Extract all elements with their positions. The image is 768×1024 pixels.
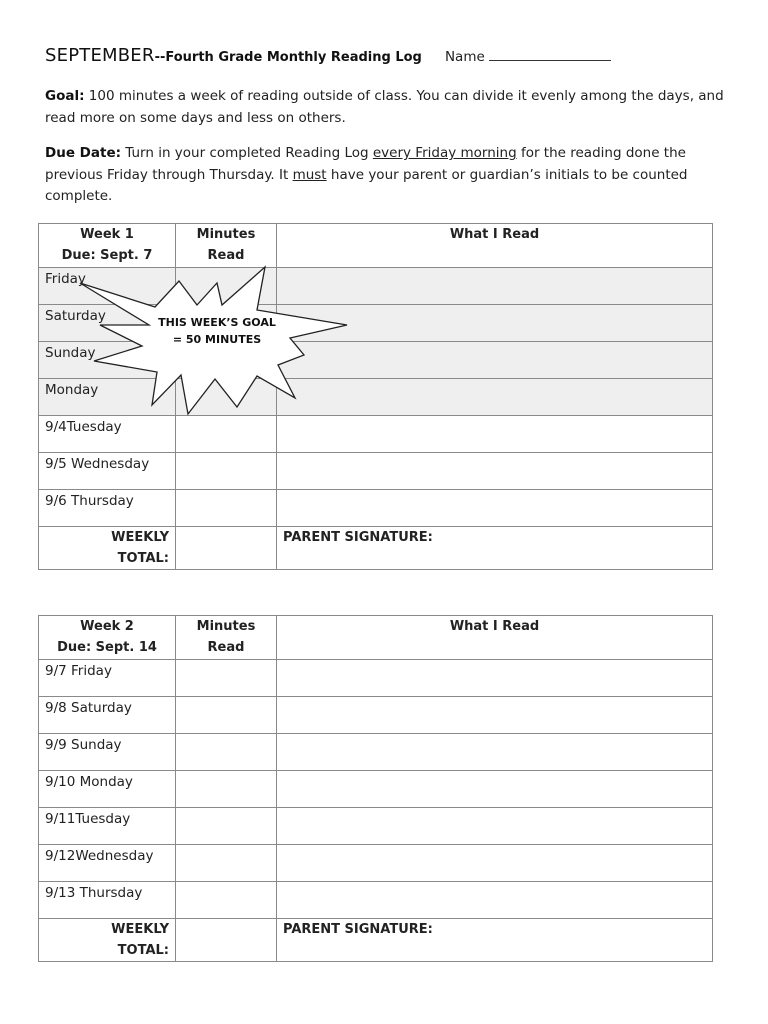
- table-row: [39, 697, 713, 734]
- page-title: [45, 45, 611, 66]
- minutes-header-line2: Read: [207, 248, 245, 263]
- due-text-3: have your parent or guardian’s initials to be counted complete.: [45, 166, 688, 204]
- weekly-total-line2: TOTAL:: [117, 551, 169, 566]
- what-read-cell[interactable]: [277, 808, 713, 845]
- minutes-header-line1: Minutes: [196, 227, 256, 242]
- minutes-cell[interactable]: [176, 808, 277, 845]
- weekly-total-cell[interactable]: [176, 919, 277, 962]
- what-header-cell: [277, 224, 713, 268]
- day-label: 9/4Tuesday: [39, 416, 176, 453]
- due-text-2: for the reading done the previous Friday through Thursday. It: [45, 145, 686, 183]
- goal-label: Goal:: [45, 88, 85, 104]
- starburst-line1: THIS WEEK’S GOAL: [158, 316, 276, 329]
- day-label: Monday: [39, 379, 176, 416]
- weekly-total-line1: WEEKLY: [111, 922, 169, 937]
- day-label: 9/9 Sunday: [39, 734, 176, 771]
- day-label: 9/5 Wednesday: [39, 453, 176, 490]
- minutes-cell[interactable]: [176, 697, 277, 734]
- table-row: [39, 734, 713, 771]
- table-row: [39, 845, 713, 882]
- minutes-cell[interactable]: [176, 734, 277, 771]
- due-paragraph: [45, 143, 725, 208]
- minutes-cell[interactable]: [176, 660, 277, 697]
- table-row: [39, 416, 713, 453]
- day-label: 9/8 Saturday: [39, 697, 176, 734]
- minutes-cell[interactable]: [176, 882, 277, 919]
- table-row: [39, 453, 713, 490]
- goal-text: 100 minutes a week of reading outside of class. You can divide it evenly among the days, and read more on some days and less on others.: [45, 88, 724, 126]
- table-row: [39, 660, 713, 697]
- table-row: [39, 808, 713, 845]
- what-header: What I Read: [449, 619, 540, 634]
- due-underline-2: must: [292, 166, 327, 183]
- what-read-cell[interactable]: [277, 882, 713, 919]
- parent-signature-cell[interactable]: [277, 527, 713, 570]
- what-read-cell[interactable]: [277, 734, 713, 771]
- due-text-1: Turn in your completed Reading Log: [121, 145, 373, 161]
- week-2-table: [38, 615, 713, 962]
- day-label: 9/10 Monday: [39, 771, 176, 808]
- due-label: Due: Sept. 7: [61, 248, 153, 263]
- what-header-cell: [277, 616, 713, 660]
- what-read-cell[interactable]: [277, 697, 713, 734]
- what-read-cell[interactable]: [277, 771, 713, 808]
- what-read-cell[interactable]: [277, 453, 713, 490]
- due-underline-1: every Friday morning: [372, 145, 517, 161]
- due-label: Due: Sept. 14: [57, 640, 157, 655]
- table-row: [39, 882, 713, 919]
- minutes-header-cell: [176, 616, 277, 660]
- parent-signature-label: PARENT SIGNATURE:: [283, 922, 433, 937]
- due-label: Due Date:: [45, 145, 121, 161]
- day-label: Sunday: [39, 342, 176, 379]
- minutes-cell[interactable]: [176, 453, 277, 490]
- minutes-header-line2: Read: [207, 640, 245, 655]
- table-row: [39, 771, 713, 808]
- parent-signature-cell[interactable]: [277, 919, 713, 962]
- day-label: 9/13 Thursday: [39, 882, 176, 919]
- day-label: Friday: [39, 268, 176, 305]
- title-month: SEPTEMBER: [45, 45, 155, 66]
- table-row: [39, 490, 713, 527]
- minutes-cell[interactable]: [176, 771, 277, 808]
- title-subtitle: --Fourth Grade Monthly Reading Log: [154, 50, 422, 65]
- name-label: Name: [444, 49, 485, 65]
- week-header-cell: [39, 224, 176, 268]
- name-field[interactable]: [489, 48, 611, 61]
- day-label: 9/12Wednesday: [39, 845, 176, 882]
- week-label: Week 2: [80, 619, 134, 634]
- table-header-row: [39, 616, 713, 660]
- weekly-total-label: [39, 919, 176, 962]
- what-read-cell[interactable]: [277, 416, 713, 453]
- day-label: 9/7 Friday: [39, 660, 176, 697]
- what-header: What I Read: [449, 227, 540, 242]
- minutes-cell[interactable]: [176, 416, 277, 453]
- weekly-total-row: [39, 919, 713, 962]
- what-read-cell[interactable]: [277, 845, 713, 882]
- minutes-header-line1: Minutes: [196, 619, 256, 634]
- day-label: 9/11Tuesday: [39, 808, 176, 845]
- day-label: Saturday: [39, 305, 176, 342]
- starburst-line2: = 50 MINUTES: [172, 333, 262, 346]
- weekly-total-row: [39, 527, 713, 570]
- week-label: Week 1: [80, 227, 134, 242]
- weekly-total-label: [39, 527, 176, 570]
- minutes-cell[interactable]: [176, 845, 277, 882]
- minutes-header-cell: [176, 224, 277, 268]
- minutes-cell[interactable]: [176, 490, 277, 527]
- starburst-text: [142, 314, 292, 348]
- week-header-cell: [39, 616, 176, 660]
- goal-paragraph: [45, 86, 725, 129]
- parent-signature-label: PARENT SIGNATURE:: [283, 530, 433, 545]
- weekly-total-line2: TOTAL:: [117, 943, 169, 958]
- what-read-cell[interactable]: [277, 490, 713, 527]
- weekly-total-line1: WEEKLY: [111, 530, 169, 545]
- weekly-total-cell[interactable]: [176, 527, 277, 570]
- table-header-row: [39, 224, 713, 268]
- what-read-cell[interactable]: [277, 660, 713, 697]
- day-label: 9/6 Thursday: [39, 490, 176, 527]
